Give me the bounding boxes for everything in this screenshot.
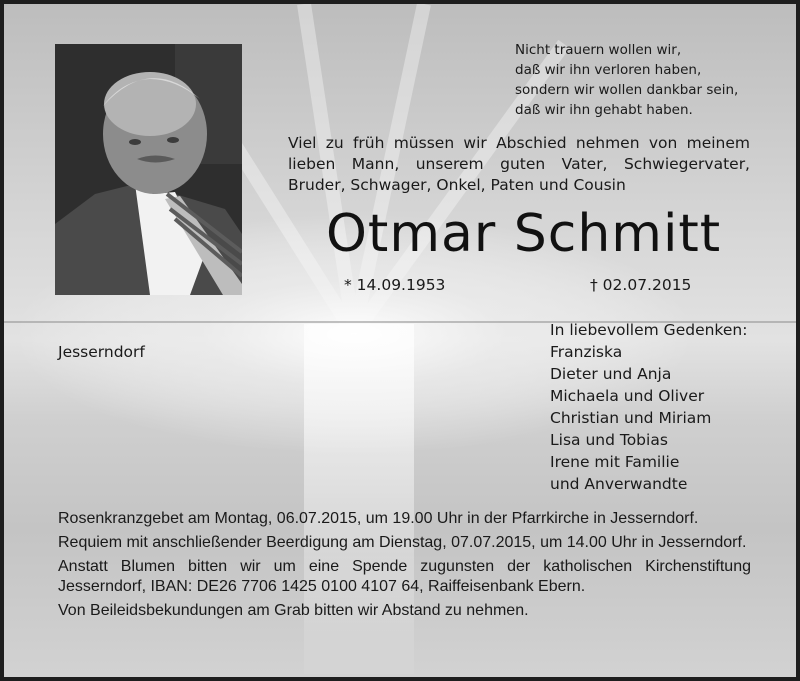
mourner-name: und Anverwandte xyxy=(550,475,688,493)
mourner-name: Dieter und Anja xyxy=(550,365,672,383)
mourner-name: Michaela und Oliver xyxy=(550,387,705,405)
rosary-notice: Rosenkranzgebet am Montag, 06.07.2015, um 19.00 Uhr in der Pfarrkirche in Jesserndorf. xyxy=(58,510,699,527)
mourner-name: Lisa und Tobias xyxy=(550,431,668,449)
mourners-list xyxy=(550,319,747,495)
mourner-name: Franziska xyxy=(550,343,623,361)
mourner-name: Irene mit Familie xyxy=(550,453,680,471)
quote-line: daß wir ihn verloren haben, xyxy=(515,62,702,78)
place-of-residence: Jesserndorf xyxy=(58,343,145,361)
deceased-name: Otmar Schmitt xyxy=(326,204,722,264)
memorial-quote xyxy=(515,40,738,120)
mourner-name: Christian und Miriam xyxy=(550,409,712,427)
service-information xyxy=(58,509,751,625)
condolence-notice: Von Beileidsbekundungen am Grab bitten wir Abstand zu nehmen. xyxy=(58,602,529,619)
quote-line: Nicht trauern wollen wir, xyxy=(515,42,682,58)
requiem-notice: Requiem mit anschließender Beerdigung am Dienstag, 07.07.2015, um 14.00 Uhr in Jesserndorf. xyxy=(58,534,747,551)
farewell-text: Viel zu früh müssen wir Abschied nehmen von meinem lieben Mann, unserem guten Vater, Schwiegervater, Bruder, Schwager, Onkel, Paten und Cousin xyxy=(288,134,750,194)
portrait-photo xyxy=(55,44,242,295)
birth-date: * 14.09.1953 xyxy=(344,276,446,294)
donation-notice: Anstatt Blumen bitten wir um eine Spende zugunsten der katholischen Kirchenstiftung Jesserndorf, IBAN: DE26 7706 1425 0100 4107 64, Raiffeisenbank Ebern. xyxy=(58,558,751,595)
quote-line: daß wir ihn gehabt haben. xyxy=(515,102,693,118)
death-date: † 02.07.2015 xyxy=(590,276,692,294)
mourners-heading: In liebevollem Gedenken: xyxy=(550,321,748,339)
quote-line: sondern wir wollen dankbar sein, xyxy=(515,82,739,98)
